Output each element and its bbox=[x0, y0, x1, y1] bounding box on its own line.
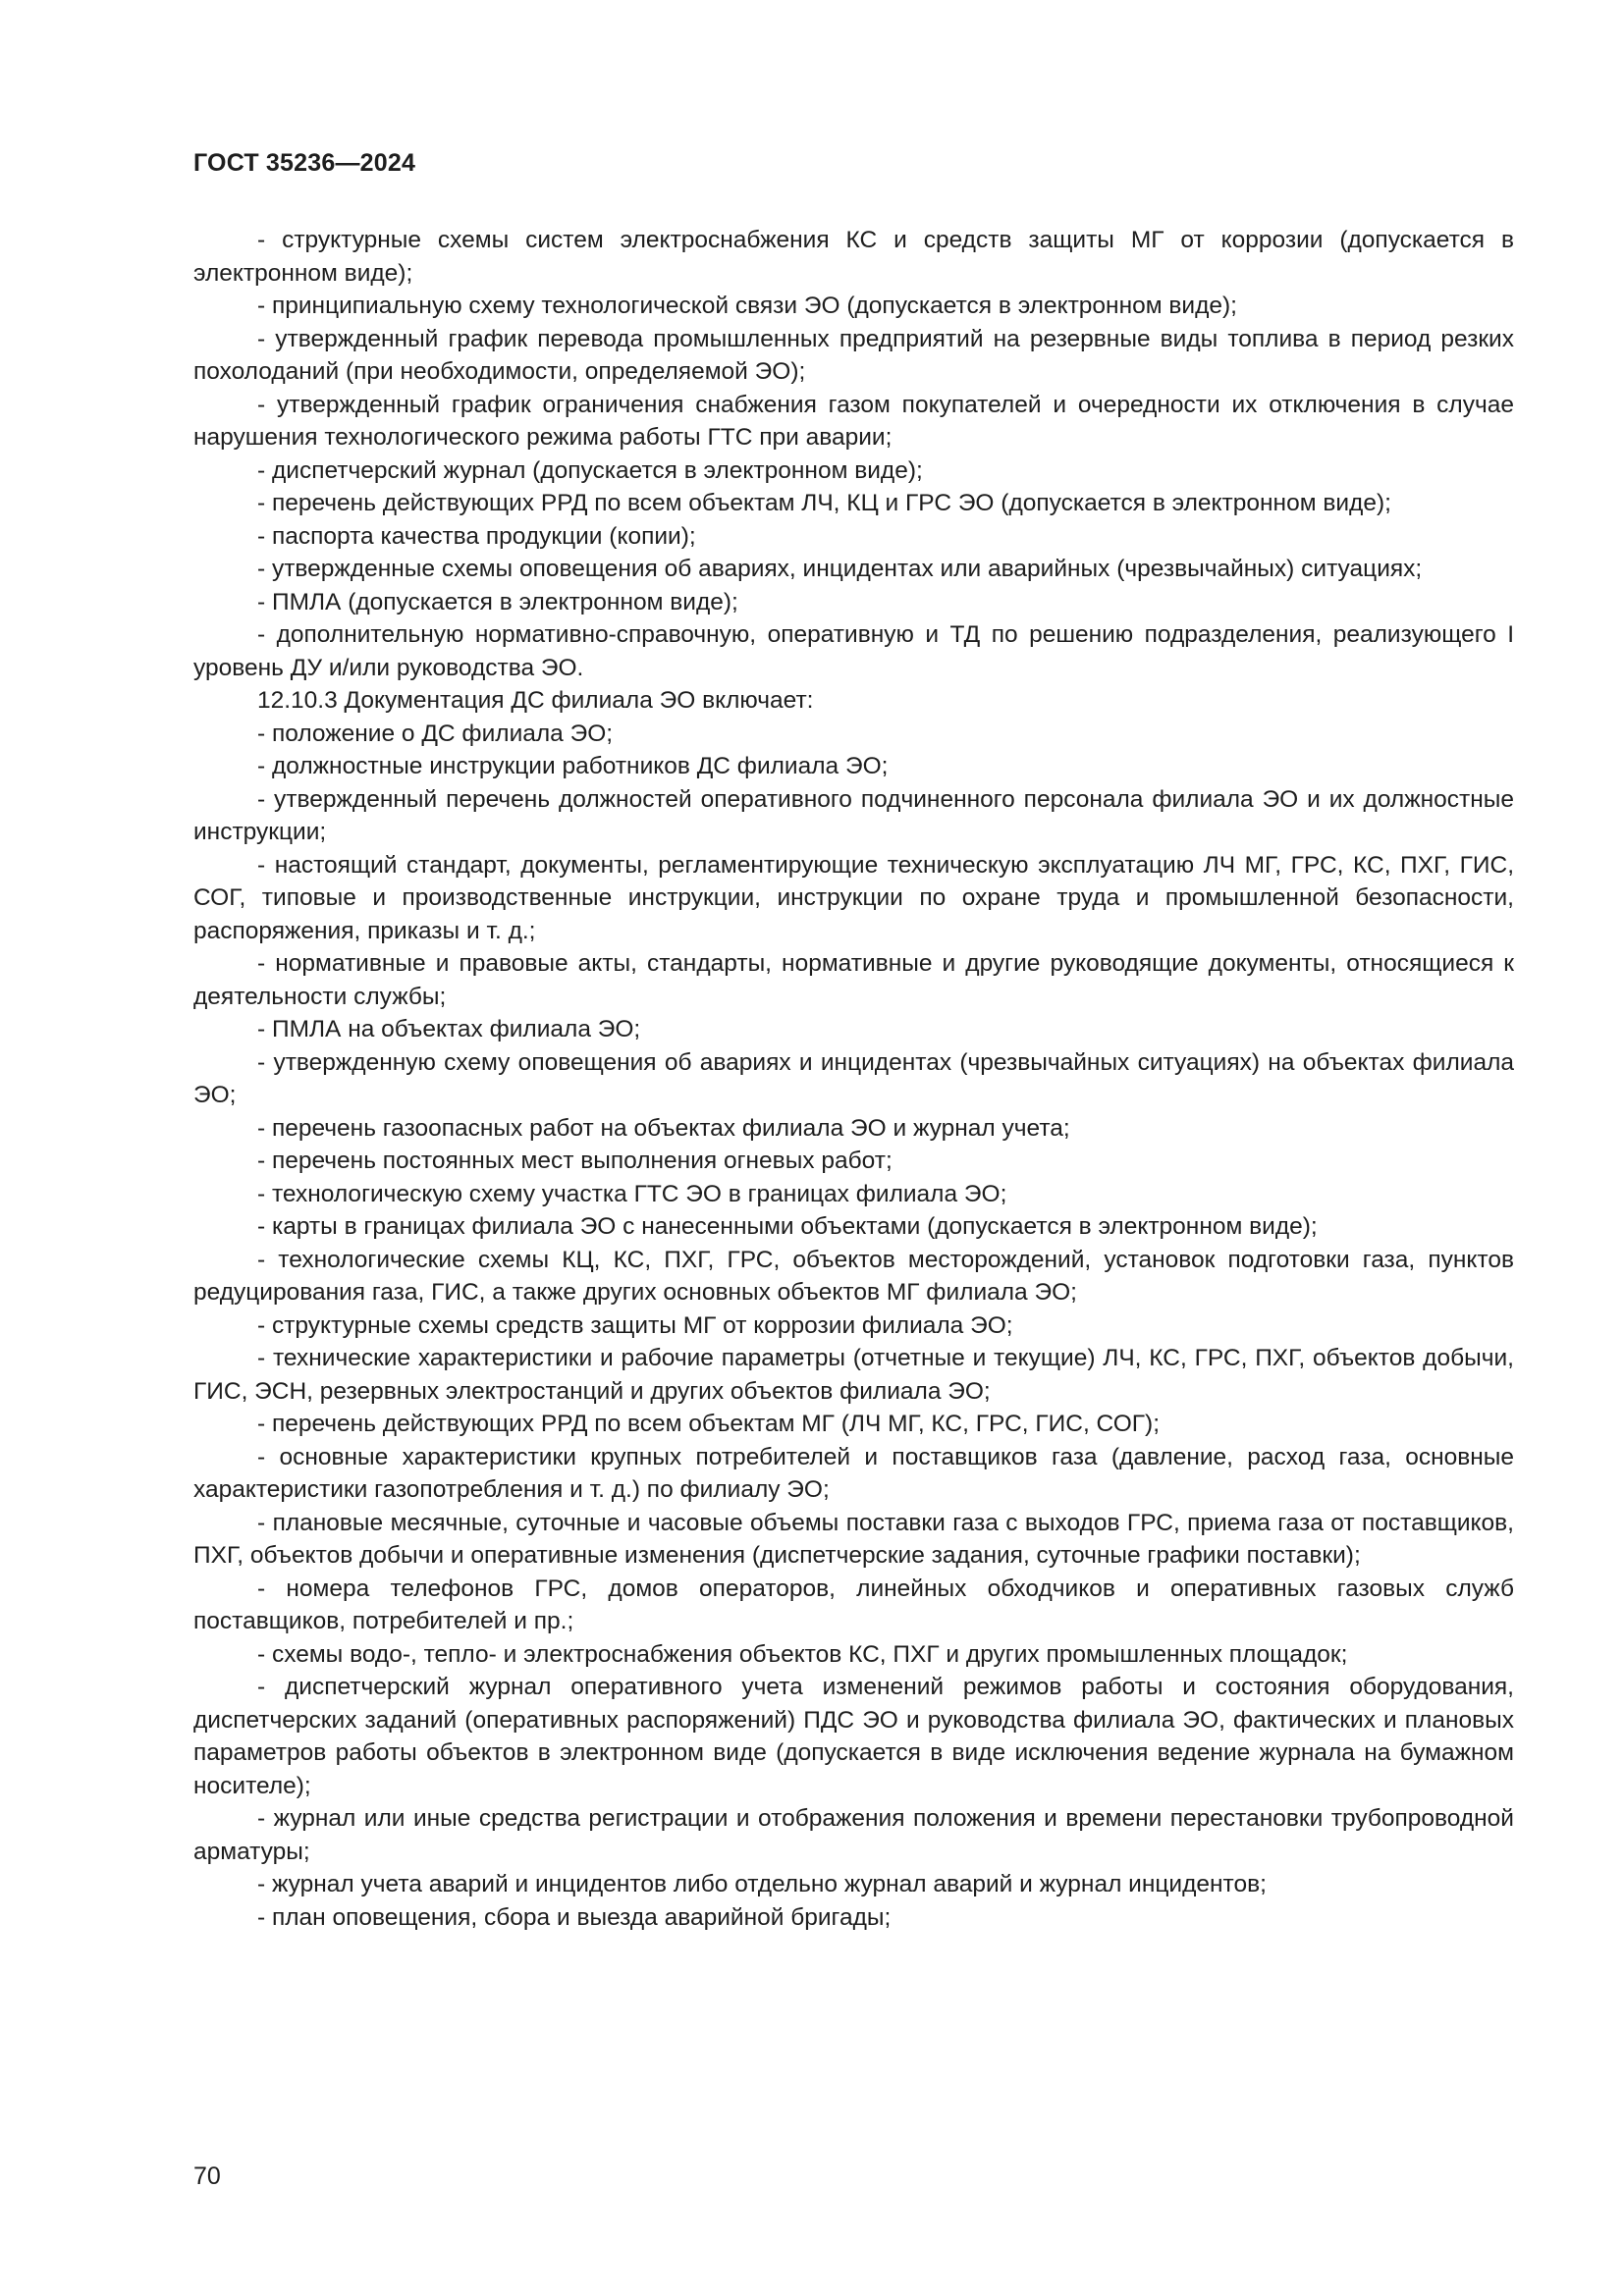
paragraph: - ПМЛА на объектах филиала ЭО; bbox=[257, 1016, 641, 1042]
paragraph: - перечень газоопасных работ на объектах филиала ЭО и журнал учета; bbox=[257, 1114, 1070, 1142]
paragraph: - перечень действующих РРД по всем объектам ЛЧ, КЦ и ГРС ЭО (допускается в электронном виде); bbox=[257, 490, 1391, 516]
paragraph: - технологическую схему участка ГТС ЭО в границах филиала ЭО; bbox=[257, 1180, 1007, 1207]
paragraph: - структурные схемы средств защиты МГ от коррозии филиала ЭО; bbox=[257, 1311, 1013, 1339]
section-heading: 12.10.3 Документация ДС филиала ЭО включает: bbox=[257, 687, 814, 714]
paragraph: - диспетчерский журнал оперативного учета изменений режимов работы и состояния оборудования, диспетчерских заданий (оперативных распоряжений) ПДС ЭО и руководства филиала ЭО, фактических и плановых параметров работы объектов в электронном виде (допускается в виде исключения ведение журнала на бумажном носителе); bbox=[193, 1674, 1514, 1799]
paragraph: - утвержденный перечень должностей оперативного подчиненного персонала филиала ЭО и их должностные инструкции; bbox=[193, 785, 1514, 845]
paragraph: - журнал или иные средства регистрации и отображения положения и времени перестановки трубопроводной арматуры; bbox=[193, 1805, 1514, 1865]
paragraph: - утвержденную схему оповещения об авариях и инцидентах (чрезвычайных ситуациях) на объектах филиала ЭО; bbox=[193, 1048, 1514, 1108]
paragraph: - утвержденный график ограничения снабжения газом покупателей и очередности их отключения в случае нарушения технологического режима работы ГТС при аварии; bbox=[193, 391, 1514, 451]
paragraph: - номера телефонов ГРС, домов операторов, линейных обходчиков и оперативных газовых служб поставщиков, потребителей и пр.; bbox=[193, 1575, 1514, 1634]
paragraph: - основные характеристики крупных потребителей и поставщиков газа (давление, расход газа, основные характеристики газопотребления и т. д.) по филиалу ЭО; bbox=[193, 1443, 1514, 1503]
paragraph: - нормативные и правовые акты, стандарты, нормативные и другие руководящие документы, относящиеся к деятельности службы; bbox=[193, 950, 1514, 1010]
paragraph: - план оповещения, сбора и выезда аварийной бригады; bbox=[257, 1903, 892, 1931]
page-number: 70 bbox=[193, 2163, 221, 2190]
paragraph: - перечень постоянных мест выполнения огневых работ; bbox=[257, 1148, 893, 1174]
paragraph: - утвержденный график перевода промышленных предприятий на резервные виды топлива в период резких похолоданий (при необходимости, определяемой ЭО); bbox=[193, 325, 1514, 385]
paragraph: - дополнительную нормативно-справочную, оперативную и ТД по решению подразделения, реализующего I уровень ДУ и/или руководства ЭО. bbox=[193, 621, 1514, 681]
paragraph: - структурные схемы систем электроснабжения КС и средств защиты МГ от коррозии (допускается в электронном виде); bbox=[193, 227, 1514, 287]
paragraph: - технологические схемы КЦ, КС, ПХГ, ГРС, объектов месторождений, установок подготовки газа, пунктов редуцирования газа, ГИС, а также других основных объектов МГ филиала ЭО; bbox=[193, 1246, 1514, 1306]
paragraph: - плановые месячные, суточные и часовые объемы поставки газа с выходов ГРС, приема газа от поставщиков, ПХГ, объектов добычи и оперативные изменения (диспетчерские задания, суточные графики поставки); bbox=[193, 1509, 1514, 1569]
paragraph: - паспорта качества продукции (копии); bbox=[257, 522, 696, 550]
paragraph: - журнал учета аварий и инцидентов либо отдельно журнал аварий и журнал инцидентов; bbox=[257, 1871, 1267, 1897]
paragraph: - должностные инструкции работников ДС филиала ЭО; bbox=[257, 753, 889, 779]
document-body bbox=[193, 224, 1514, 1934]
paragraph: - ПМЛА (допускается в электронном виде); bbox=[257, 588, 738, 615]
paragraph: - диспетчерский журнал (допускается в электронном виде); bbox=[257, 456, 923, 484]
paragraph: - технические характеристики и рабочие параметры (отчетные и текущие) ЛЧ, КС, ГРС, ПХГ, объектов добычи, ГИС, ЭСН, резервных электростанций и других объектов филиала ЭО; bbox=[193, 1345, 1514, 1405]
document-designation: ГОСТ 35236—2024 bbox=[193, 149, 416, 177]
paragraph: - настоящий стандарт, документы, регламентирующие техническую эксплуатацию ЛЧ МГ, ГРС, КС, ПХГ, ГИС, СОГ, типовые и производственные инструкции, инструкции по охране труда и промышленной безопасности, распоряжения, приказы и т. д.; bbox=[193, 851, 1514, 944]
paragraph: - принципиальную схему технологической связи ЭО (допускается в электронном виде); bbox=[257, 293, 1237, 319]
paragraph: - схемы водо-, тепло- и электроснабжения объектов КС, ПХГ и других промышленных площадок; bbox=[257, 1640, 1348, 1668]
paragraph: - перечень действующих РРД по всем объектам МГ (ЛЧ МГ, КС, ГРС, ГИС, СОГ); bbox=[257, 1411, 1161, 1437]
paragraph: - положение о ДС филиала ЭО; bbox=[257, 720, 614, 747]
paragraph: - утвержденные схемы оповещения об авариях, инцидентах или аварийных (чрезвычайных) ситуациях; bbox=[257, 556, 1423, 582]
paragraph: - карты в границах филиала ЭО с нанесенными объектами (допускается в электронном виде); bbox=[257, 1213, 1318, 1240]
